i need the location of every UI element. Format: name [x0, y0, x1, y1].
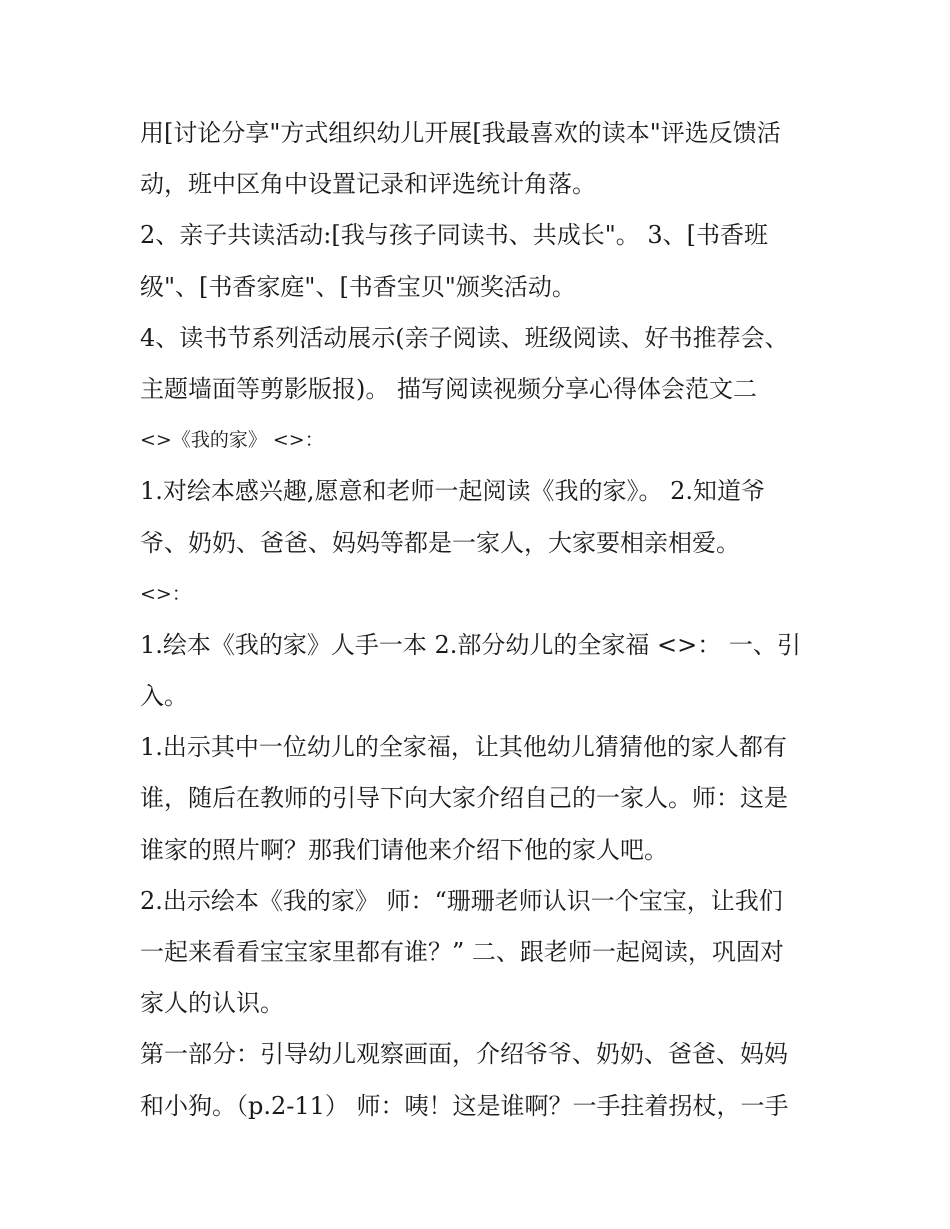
text-line: 级"、[书香家庭"、[书香宝贝"颁奖活动。: [140, 272, 576, 301]
text-line: 1.对绘本感兴趣,愿意和老师一起阅读《我的家》。 2.知道爷: [140, 477, 766, 506]
text-line: <>《我的家》 <>：: [140, 429, 324, 452]
text-line: 1.出示其中一位幼儿的全家福，让其他幼儿猜猜他的家人都有: [140, 733, 787, 762]
text-line: 动，班中区角中设置记录和评选统计角落。: [140, 170, 596, 199]
text-line: 2、亲子共读活动:[我与孩子同读书、共成长"。 3、[书香班: [140, 221, 769, 250]
text-line: 1.绘本《我的家》人手一本 2.部分幼儿的全家福 <>： 一、引: [140, 630, 801, 659]
text-line: 谁，随后在教师的引导下向大家介绍自己的一家人。师：这是: [140, 784, 788, 813]
text-line: 爷、奶奶、爸爸、妈妈等都是一家人，大家要相亲相爱。: [140, 528, 740, 557]
document-body: [140, 108, 820, 1132]
text-line: 家人的认识。: [140, 989, 284, 1018]
text-line: 谁家的照片啊？那我们请他来介绍下他的家人吧。: [140, 835, 668, 864]
text-line: 4、读书节系列活动展示(亲子阅读、班级阅读、好书推荐会、: [140, 323, 789, 352]
text-line: 和小狗。（p.2-11） 师：咦！这是谁啊？一手拄着拐杖，一手: [140, 1091, 789, 1120]
text-line: 第一部分：引导幼儿观察画面，介绍爷爷、奶奶、爸爸、妈妈: [140, 1040, 788, 1069]
text-line: 2.出示绘本《我的家》 师：“珊珊老师认识一个宝宝，让我们: [140, 886, 783, 915]
text-line: 入。: [140, 682, 188, 711]
text-line: <>：: [140, 582, 191, 605]
text-line: 用[讨论分享"方式组织幼儿开展[我最喜欢的读本"评选反馈活: [140, 119, 781, 147]
text-line: 一起来看看宝宝家里都有谁？” 二、跟老师一起阅读，巩固对: [140, 938, 784, 966]
text-line: 主题墙面等剪影版报)。 描写阅读视频分享心得体会范文二: [140, 374, 757, 403]
